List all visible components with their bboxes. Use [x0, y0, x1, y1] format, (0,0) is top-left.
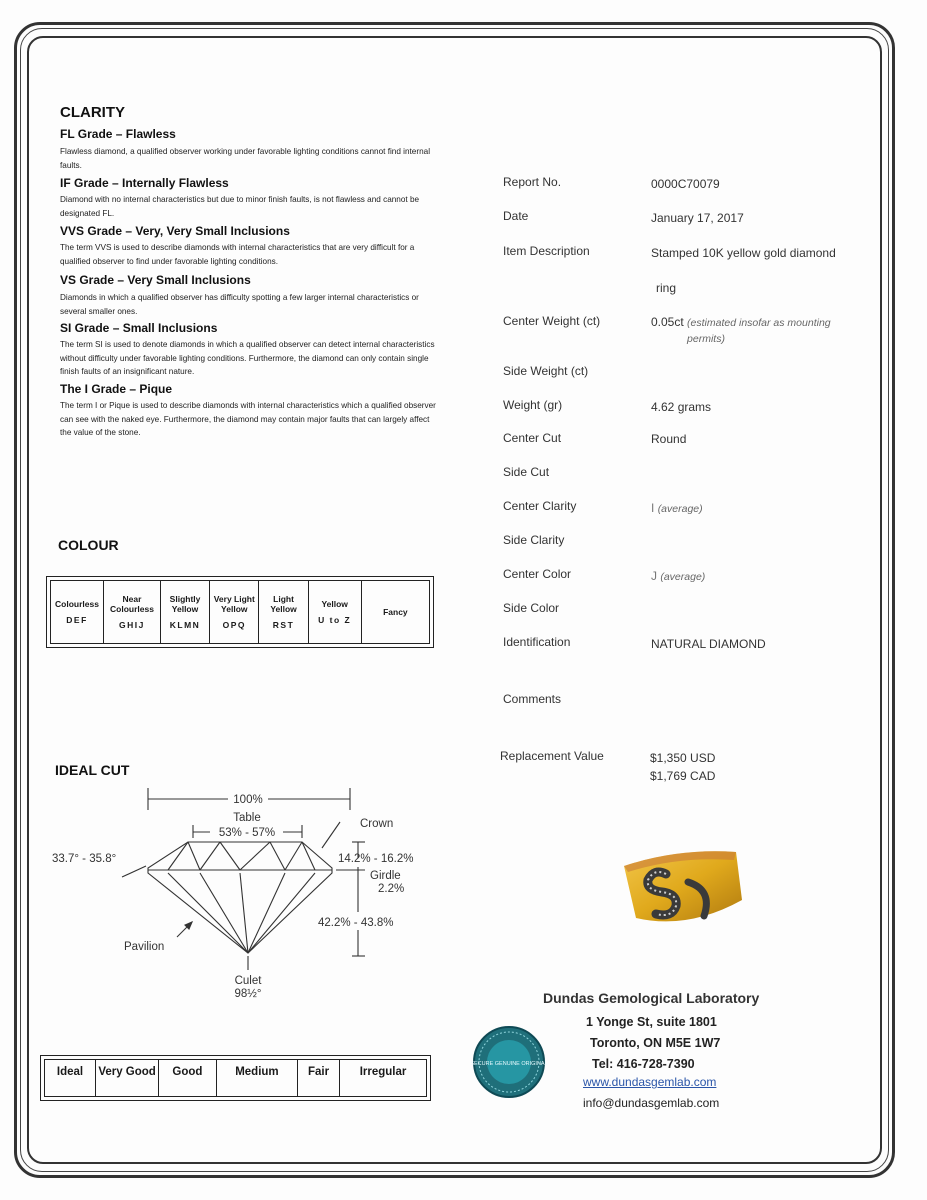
pavilion-label: Pavilion — [124, 941, 165, 953]
center-cut-label: Center Cut — [503, 431, 562, 445]
lab-address-1: 1 Yonge St, suite 1801 — [586, 1015, 717, 1029]
weight-value: 4.62 grams — [651, 400, 712, 414]
colour-code: U to Z — [318, 615, 352, 625]
cut-grade-table — [44, 1059, 427, 1097]
colour-code: OPQ — [222, 620, 246, 630]
grade-i-title: The I Grade – Pique — [60, 382, 173, 396]
cut-grade-very-good: Very Good — [96, 1060, 159, 1097]
colour-scale-table — [50, 580, 430, 644]
grade-i-desc: The term I or Pique is used to describe diamonds with internal characteristics which a qualified observer can see with the naked eye. Furthermore, the diamond may contain major faults that can largely affect the value of the stone. — [60, 401, 436, 437]
lab-address-2: Toronto, ON M5E 1W7 — [590, 1036, 721, 1050]
colour-name: Fancy — [383, 607, 408, 617]
cut-grade-ideal: Ideal — [45, 1060, 96, 1097]
date-value: January 17, 2017 — [651, 211, 744, 225]
weight-label: Weight (gr) — [503, 398, 563, 412]
lab-website-link[interactable]: www.dundasgemlab.com — [583, 1075, 717, 1089]
replacement-value-label: Replacement Value — [500, 749, 604, 763]
grade-fl-desc: Flawless diamond, a qualified observer working under favorable lighting conditions cannot find internal faults. — [60, 147, 431, 170]
item-description-value-cont: ring — [656, 281, 677, 295]
colour-heading: COLOUR — [58, 537, 119, 553]
report-no-label: Report No. — [503, 175, 562, 189]
colour-cell-near-colourless — [104, 581, 161, 644]
security-seal — [464, 1020, 564, 1110]
colour-cell-colourless — [51, 581, 104, 644]
grade-si-desc: The term SI is used to denote diamonds in which a qualified observer can detect internal characteristics without difficulty under favorable lighting conditions. Furthermore, the diamond can only contain single finish faults of an insignificant nature. — [60, 340, 435, 376]
item-description-value: Stamped 10K yellow gold diamond — [651, 246, 836, 260]
crown-label: Crown — [360, 818, 394, 830]
clarity-heading: CLARITY — [60, 104, 125, 121]
center-color-label: Center Color — [503, 567, 572, 581]
center-color-value — [651, 569, 705, 583]
report-no-value: 0000C70079 — [651, 177, 720, 191]
grade-if-desc: Diamond with no internal characteristics but due to minor finish faults, is not flawless and cannot be designated FL. — [60, 195, 420, 218]
girdle-label: Girdle — [370, 870, 401, 882]
cut-grade-fair: Fair — [298, 1060, 340, 1097]
grade-vvs-title: VVS Grade – Very, Very Small Inclusions — [60, 224, 290, 238]
lab-phone: Tel: 416-728-7390 — [592, 1057, 695, 1071]
colour-code: KLMN — [169, 620, 201, 630]
colour-cell-very-light-yellow — [210, 581, 259, 644]
crown-height-label: 14.2% - 16.2% — [338, 853, 414, 865]
identification-label: Identification — [503, 635, 571, 649]
center-weight-value — [651, 315, 837, 347]
side-color-label: Side Color — [503, 601, 560, 615]
seal-text: SECURE GENUINE ORIGINAL — [470, 1061, 548, 1067]
center-weight-note: (estimated insofar as mounting permits) — [687, 317, 831, 345]
comments-label: Comments — [503, 692, 562, 706]
replacement-value-cad: $1,769 CAD — [650, 769, 716, 783]
girdle-value-label: 2.2% — [378, 883, 405, 895]
center-clarity-note: (average) — [657, 503, 703, 515]
cut-grade-good: Good — [159, 1060, 217, 1097]
crown-angle-label: 33.7° - 35.8° — [52, 853, 117, 865]
center-weight-label: Center Weight (ct) — [503, 314, 601, 328]
colour-name: Near Colourless — [110, 594, 154, 614]
colour-name: Yellow — [321, 599, 348, 609]
side-cut-label: Side Cut — [503, 465, 550, 479]
colour-name: Light Yellow — [270, 594, 297, 614]
colour-name: Slightly Yellow — [169, 594, 201, 614]
culet-angle-label: 98½° — [234, 988, 262, 1000]
side-clarity-label: Side Clarity — [503, 533, 565, 547]
colour-cell-slightly-yellow — [160, 581, 209, 644]
grade-if-title: IF Grade – Internally Flawless — [60, 176, 229, 190]
grade-vs-title: VS Grade – Very Small Inclusions — [60, 273, 251, 287]
diamond-cut-diagram — [40, 780, 460, 1010]
colour-cell-light-yellow — [259, 581, 308, 644]
identification-value: NATURAL DIAMOND — [651, 637, 766, 651]
colour-name: Colourless — [55, 599, 99, 609]
center-weight-amount: 0.05ct — [651, 315, 684, 329]
center-cut-value: Round — [651, 432, 687, 446]
cut-grade-box — [40, 1055, 431, 1101]
ring-photo — [618, 838, 748, 934]
total-width-label: 100% — [233, 794, 263, 806]
cut-grade-medium: Medium — [216, 1060, 297, 1097]
side-weight-label: Side Weight (ct) — [503, 364, 589, 378]
replacement-value-usd: $1,350 USD — [650, 751, 716, 765]
cut-grade-irregular: Irregular — [340, 1060, 427, 1097]
grade-si-title: SI Grade – Small Inclusions — [60, 321, 218, 335]
colour-code: RST — [272, 620, 295, 630]
center-color-grade: J — [651, 569, 657, 583]
center-clarity-grade: I — [651, 501, 655, 515]
colour-cell-yellow — [308, 581, 361, 644]
colour-name: Very Light Yellow — [213, 594, 255, 614]
colour-code: DEF — [66, 615, 88, 625]
item-description-label: Item Description — [503, 244, 590, 258]
grade-vvs-desc: The term VVS is used to describe diamonds with internal characteristics that are very difficult for a qualified observer to find under favorable lighting conditions. — [60, 243, 415, 266]
lab-email: info@dundasgemlab.com — [583, 1096, 720, 1110]
ideal-cut-heading: IDEAL CUT — [55, 762, 130, 778]
colour-code: GHIJ — [119, 620, 145, 630]
center-color-note: (average) — [660, 571, 706, 583]
pavilion-depth-label: 42.2% - 43.8% — [318, 917, 394, 929]
grade-fl-title: FL Grade – Flawless — [60, 127, 176, 141]
lab-name: Dundas Gemological Laboratory — [543, 990, 760, 1006]
center-clarity-value — [651, 501, 703, 515]
grade-vs-desc: Diamonds in which a qualified observer has difficulty spotting a few larger internal characteristics or several smaller ones. — [60, 293, 419, 316]
center-clarity-label: Center Clarity — [503, 499, 577, 513]
table-label: Table — [233, 812, 261, 824]
table-range-label: 53% - 57% — [218, 827, 276, 839]
colour-cell-fancy — [361, 581, 429, 644]
culet-label: Culet — [234, 975, 262, 987]
colour-scale-box — [46, 576, 434, 648]
date-label: Date — [503, 209, 529, 223]
